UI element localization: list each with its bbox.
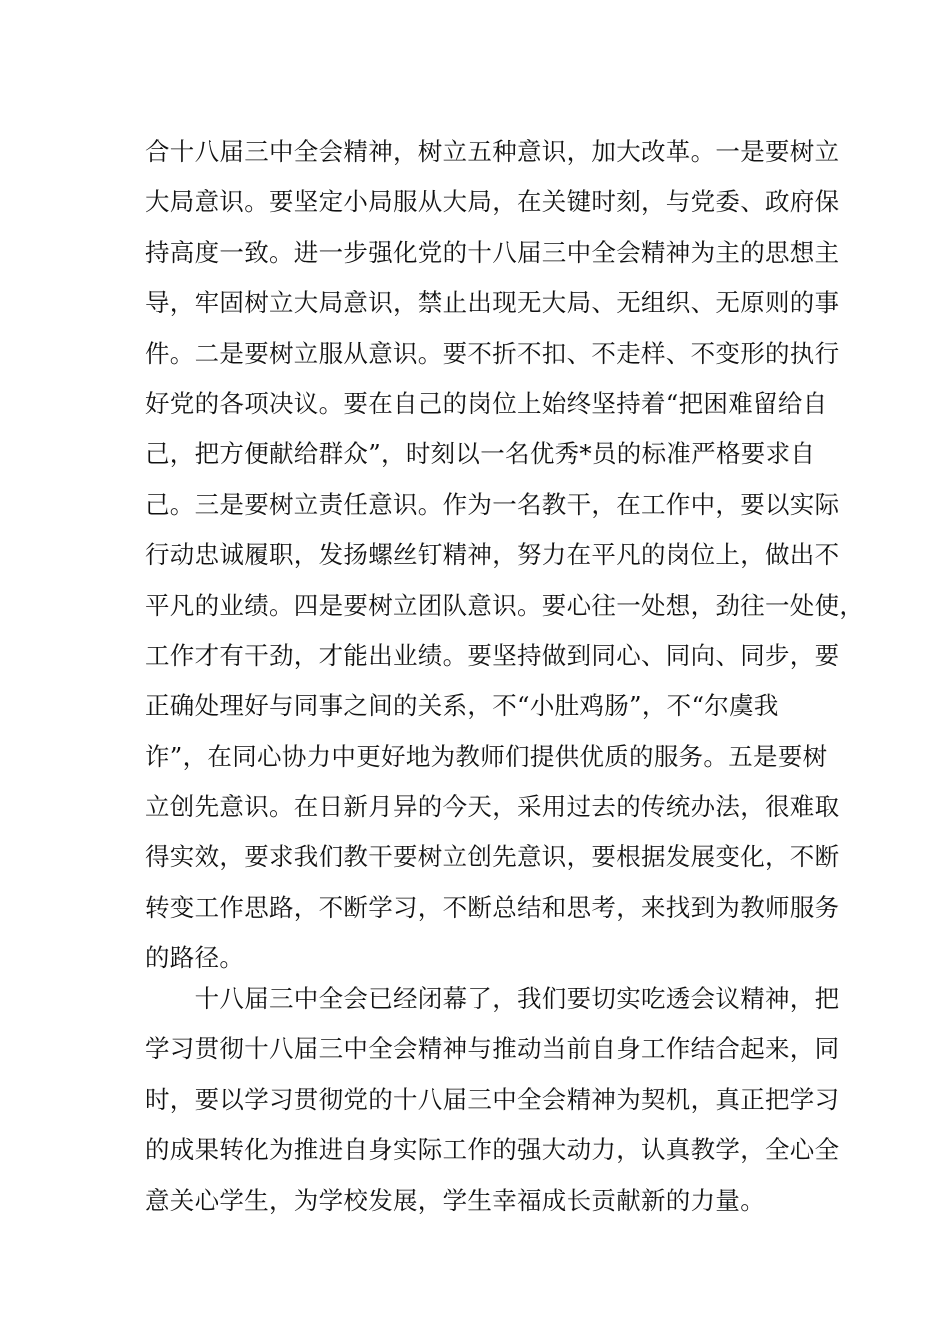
paragraph-continued [145,127,865,984]
text-line: 时，要以学习贯彻党的十八届三中全会精神为契机，真正把学习 [145,1084,840,1114]
text-line: 得实效，要求我们教干要树立创先意识，要根据发展变化，不断 [145,842,840,872]
text-line: 十八届三中全会已经闭幕了，我们要切实吃透会议精神，把 [145,984,840,1013]
paragraph-conclusion [145,974,840,1226]
text-line: 平凡的业绩。四是要树立团队意识。要心往一处想，劲往一处使， [145,590,865,620]
text-line: 意关心学生，为学校发展，学生幸福成长贡献新的力量。 [145,1185,765,1215]
text-line: 转变工作思路，不断学习，不断总结和思考，来找到为教师服务 [145,892,840,922]
text-line: 工作才有干劲，才能出业绩。要坚持做到同心、同向、同步，要 [145,640,840,670]
text-line: 件。二是要树立服从意识。要不折不扣、不走样、不变形的执行 [145,338,840,368]
text-line: 导，牢固树立大局意识，禁止出现无大局、无组织、无原则的事 [145,288,840,318]
text-line: 合十八届三中全会精神，树立五种意识，加大改革。一是要树立 [145,137,840,166]
text-line: 正确处理好与同事之间的关系，不“小肚鸡肠”，不“尔虞我 [145,691,779,721]
text-line: 大局意识。要坚定小局服从大局，在关键时刻，与党委、政府保 [145,187,840,217]
text-line: 好党的各项决议。要在自己的岗位上始终坚持着“把困难留给自 [145,388,828,418]
text-line: 诈”，在同心协力中更好地为教师们提供优质的服务。五是要树 [145,741,828,771]
text-line: 己，把方便献给群众”，时刻以一名优秀*员的标准严格要求自 [145,439,816,469]
text-line: 学习贯彻十八届三中全会精神与推动当前自身工作结合起来，同 [145,1034,840,1064]
text-line: 行动忠诚履职，发扬螺丝钉精神，努力在平凡的岗位上，做出不 [145,540,840,570]
text-line: 持高度一致。进一步强化党的十八届三中全会精神为主的思想主 [145,237,840,267]
text-line: 立创先意识。在日新月异的今天，采用过去的传统办法，很难取 [145,792,840,822]
text-line: 的成果转化为推进自身实际工作的强大动力，认真教学，全心全 [145,1135,840,1165]
text-line: 的路径。 [145,943,245,973]
text-line: 己。三是要树立责任意识。作为一名教干，在工作中，要以实际 [145,489,840,519]
